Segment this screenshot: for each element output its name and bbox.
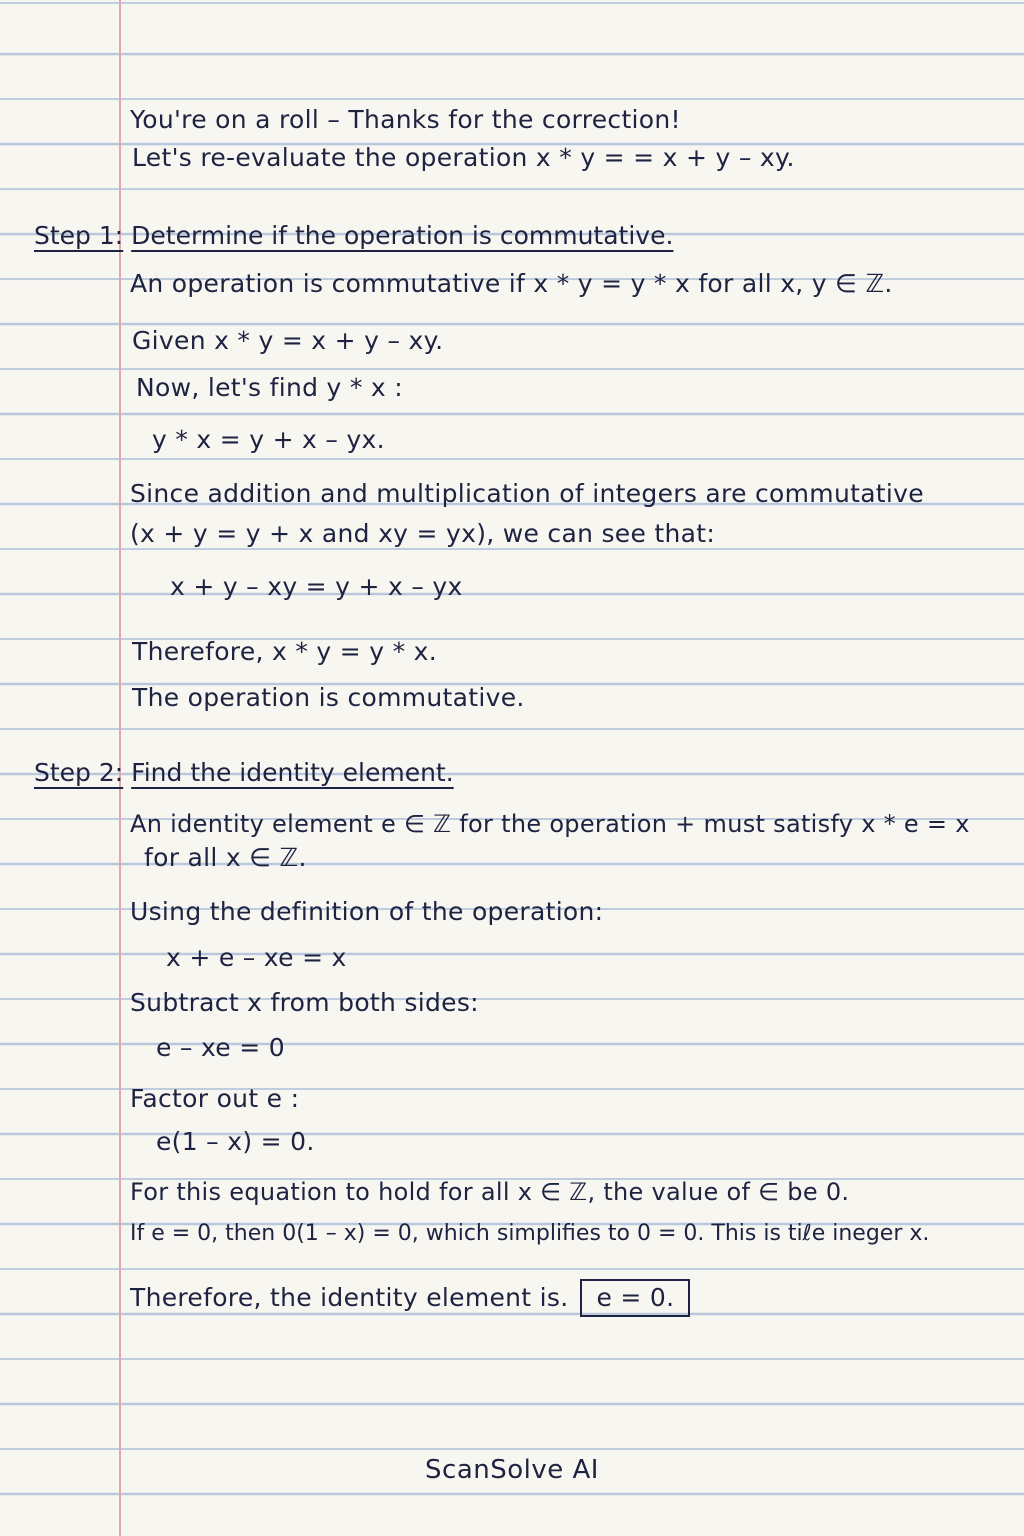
step-1-line: Now, let's find y * x : bbox=[136, 373, 403, 402]
step-2-title: Find the identity element. bbox=[131, 758, 454, 787]
step-2-equation: e(1 – x) = 0. bbox=[156, 1127, 315, 1156]
step-1-equation: x + y – xy = y + x – yx bbox=[170, 572, 463, 601]
step-2-heading bbox=[34, 757, 454, 789]
step-2-line: for all x ∈ ℤ. bbox=[144, 843, 307, 872]
step-1-line: (x + y = y + x and xy = yx), we can see that: bbox=[130, 519, 716, 548]
step-1-line: Given x * y = x + y – xy. bbox=[132, 326, 444, 355]
conclusion-text: Therefore, the identity element is. bbox=[130, 1283, 569, 1312]
step-1-label: Step 1: bbox=[34, 221, 124, 250]
step-1-equation: y * x = y + x – yx. bbox=[152, 425, 385, 454]
boxed-answer: e = 0. bbox=[580, 1279, 690, 1317]
step-2-line: If e = 0, then 0(1 – x) = 0, which simplifies to 0 = 0. This is tiℓe ineger x. bbox=[130, 1221, 930, 1246]
step-1-line: An operation is commutative if x * y = y * x for all x, y ∈ ℤ. bbox=[130, 269, 893, 298]
step-1-title: Determine if the operation is commutative. bbox=[131, 221, 674, 250]
intro-line-1: You're on a roll – Thanks for the correction! bbox=[130, 105, 681, 134]
step-2-line: For this equation to hold for all x ∈ ℤ, the value of ∈ be 0. bbox=[130, 1178, 850, 1206]
step-2-line: Subtract x from both sides: bbox=[130, 988, 479, 1017]
step-2-line: Factor out e : bbox=[130, 1084, 300, 1113]
step-2-conclusion bbox=[130, 1279, 690, 1317]
step-1-line: The operation is commutative. bbox=[132, 683, 525, 712]
step-2-equation: x + e – xe = x bbox=[166, 943, 347, 972]
step-1-line: Therefore, x * y = y * x. bbox=[132, 637, 437, 666]
step-1-line: Since addition and multiplication of integers are commutative bbox=[130, 479, 924, 508]
intro-line-2: Let's re-evaluate the operation x * y = = x + y – xy. bbox=[132, 143, 795, 172]
brand-watermark: ScanSolve AI bbox=[425, 1455, 599, 1485]
step-2-line: Using the definition of the operation: bbox=[130, 897, 604, 926]
step-2-line: An identity element e ∈ ℤ for the operation + must satisfy x * e = x bbox=[130, 810, 970, 838]
step-1-heading bbox=[34, 220, 673, 252]
step-2-equation: e – xe = 0 bbox=[156, 1033, 285, 1062]
step-2-label: Step 2: bbox=[34, 758, 124, 787]
